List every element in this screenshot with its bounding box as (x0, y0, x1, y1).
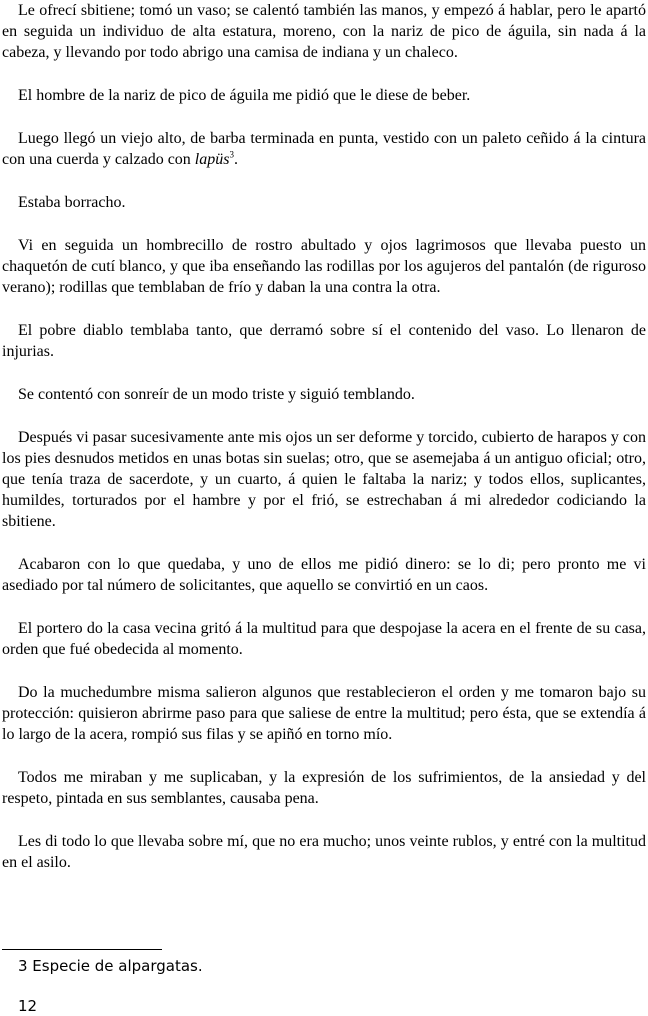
paragraph: Vi en seguida un hombrecillo de rostro abultado y ojos lagrimosos que llevaba puesto un chaquetón de cutí blanco, y que iba enseñando las rodillas por los agujeros del pantalón (de riguroso verano); rodillas que temblaban de frío y daban la una contra la otra. (2, 237, 646, 296)
paragraph: Le ofrecí sbitiene; tomó un vaso; se calentó también las manos, y empezó á hablar, pero le apartó en seguida un individuo de alta estatura, moreno, con la nariz de pico de águila, sin nada á la cabeza, y llevando por todo abrigo una camisa de indiana y un chaleco. (2, 2, 646, 61)
paragraph: Do la muchedumbre misma salieron algunos que restablecieron el orden y me tomaron bajo su protección: quisieron abrirme paso para que saliese de entre la multitud; pero ésta, que se extendía á lo largo de la acera, rompió sus filas y se apiñó en torno mío. (2, 684, 646, 743)
paragraph: El pobre diablo temblaba tanto, que derramó sobre sí el contenido del vaso. Lo llenaron de injurias. (2, 322, 646, 360)
paragraph: Acabaron con lo que quedaba, y uno de ellos me pidió dinero: se lo di; pero pronto me vi asediado por tal número de solicitantes, que aquello se convirtió en un caos. (2, 556, 646, 594)
footnote: 3 Especie de alpargatas. (18, 957, 203, 975)
footnote-divider (2, 949, 162, 950)
paragraph: Todos me miraban y me suplicaban, y la expresión de los sufrimientos, de la ansiedad y del respeto, pintada en sus semblantes, causaba pena. (2, 769, 646, 807)
paragraph: Les di todo lo que llevaba sobre mí, que no era mucho; unos veinte rublos, y entré con la multitud en el asilo. (2, 833, 646, 871)
paragraph (2, 128, 646, 170)
paragraph: Después vi pasar sucesivamente ante mis ojos un ser deforme y torcido, cubierto de harapos y con los pies desnudos metidos en unas botas sin suelas; otro, que se asemejaba á un antiguo oficial; otro, que tenía traza de sacerdote, y un cuarto, á quien le faltaba la nariz; y todos ellos, suplicantes, humildes, torturados por el hambre y por el frió, se estrechaban á mi alrededor codiciando la sbitiene. (2, 429, 646, 530)
paragraph-text: Luego llegó un viejo alto, de barba terminada en punta, vestido con un paleto ceñido á la cintura con una cuerda y calzado con (2, 130, 646, 168)
paragraph: El hombre de la nariz de pico de águila me pidió que le diese de beber. (18, 87, 471, 104)
body-text (2, 0, 646, 895)
page-number: 12 (18, 997, 38, 1015)
sentence-end: . (233, 151, 238, 168)
paragraph: El portero do la casa vecina gritó á la multitud para que despojase la acera en el frente de su casa, orden que fué obedecida al momento. (2, 620, 646, 658)
paragraph: Estaba borracho. (18, 194, 126, 211)
footnote-reference[interactable]: 3 (229, 149, 234, 160)
italic-word: lapüs (194, 151, 230, 168)
paragraph: Se contentó con sonreír de un modo triste y siguió temblando. (18, 386, 415, 403)
